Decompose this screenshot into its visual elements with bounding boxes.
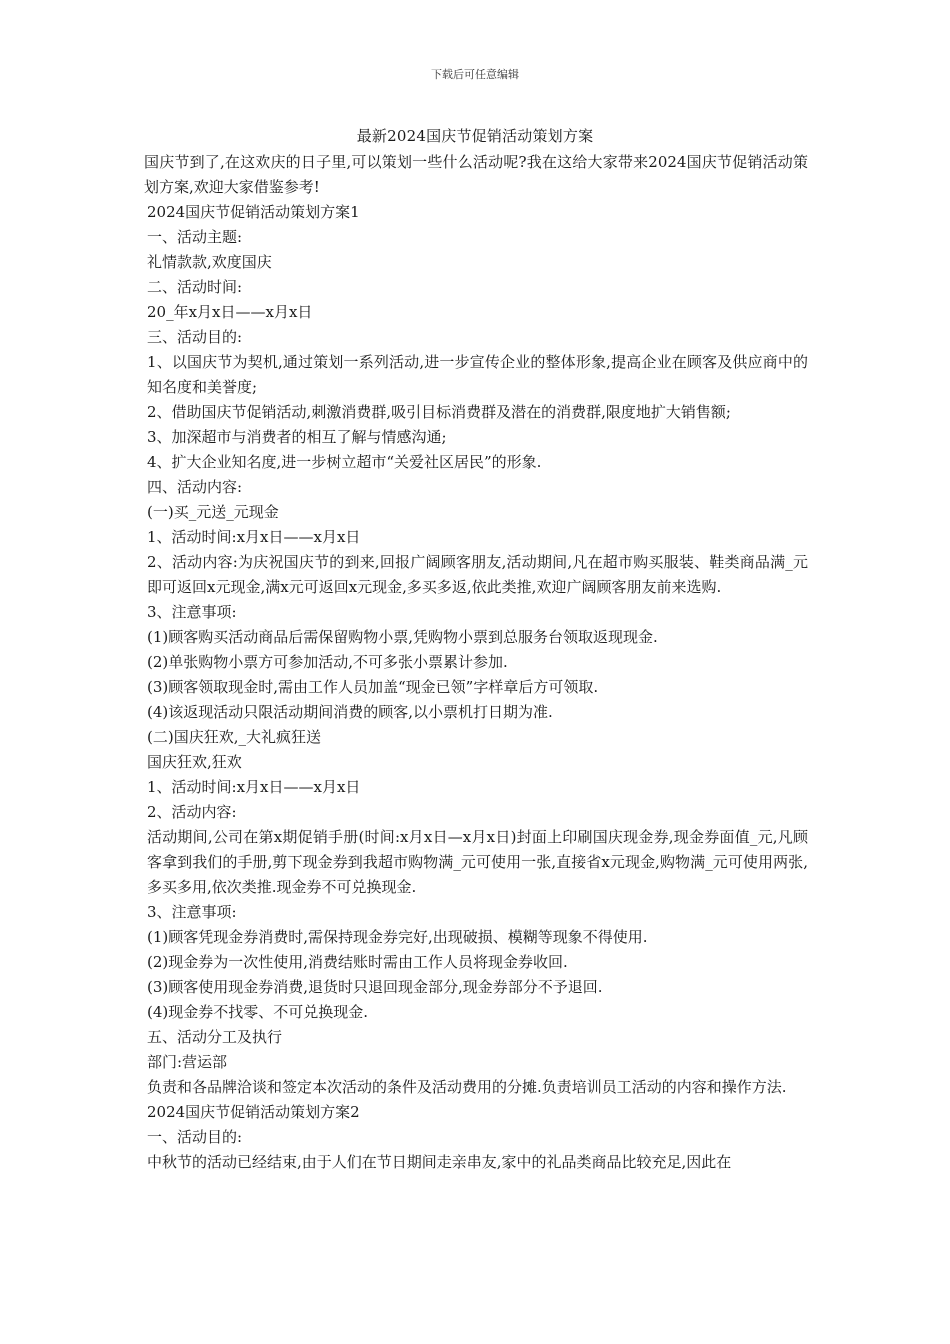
list-item: 3、注意事项:	[147, 603, 237, 621]
paragraph: 部门:营运部	[147, 1053, 228, 1071]
document-body	[144, 150, 808, 1175]
list-item: 1、以国庆节为契机,通过策划一系列活动,进一步宣传企业的整体形象,提高企业在顾客及供应商中的知名度和美誉度;	[147, 353, 808, 396]
list-item: (3)顾客使用现金券消费,退货时只退回现金部分,现金券部分不予退回.	[147, 978, 603, 996]
section-heading: 三、活动目的:	[147, 328, 243, 346]
paragraph: 国庆狂欢,狂欢	[147, 753, 242, 771]
list-item: 4、扩大企业知名度,进一步树立超市“关爱社区居民”的形象.	[147, 453, 542, 471]
list-item: 2、借助国庆节促销活动,刺激消费群,吸引目标消费群及潜在的消费群,限度地扩大销售额;	[147, 403, 731, 421]
section-heading: 一、活动目的:	[147, 1128, 243, 1146]
list-item: 3、加深超市与消费者的相互了解与情感沟通;	[147, 428, 447, 446]
list-item: (3)顾客领取现金时,需由工作人员加盖“现金已领”字样章后方可领取.	[147, 678, 599, 696]
list-item: (2)单张购物小票方可参加活动,不可多张小票累计参加.	[147, 653, 508, 671]
paragraph: 礼情款款,欢度国庆	[147, 253, 272, 271]
section-heading: 二、活动时间:	[147, 278, 243, 296]
section-heading: 2024国庆节促销活动策划方案1	[147, 203, 360, 221]
subsection-heading: (一)买_元送_元现金	[147, 503, 279, 521]
header-note: 下载后可任意编辑	[431, 68, 519, 81]
list-item: (4)现金券不找零、不可兑换现金.	[147, 1003, 369, 1021]
paragraph: 负责和各品牌洽谈和签定本次活动的条件及活动费用的分摊.负责培训员工活动的内容和操作方法.	[147, 1078, 787, 1096]
paragraph: 国庆节到了,在这欢庆的日子里,可以策划一些什么活动呢?我在这给大家带来2024国庆节促销活动策划方案,欢迎大家借鉴参考!	[144, 153, 808, 196]
section-heading: 四、活动内容:	[147, 478, 243, 496]
subsection-heading: (二)国庆狂欢,_大礼疯狂送	[147, 728, 321, 746]
list-item: (2)现金券为一次性使用,消费结账时需由工作人员将现金券收回.	[147, 953, 568, 971]
list-item: 2、活动内容:为庆祝国庆节的到来,回报广阔顾客朋友,活动期间,凡在超市购买服装、鞋类商品满_元即可返回x元现金,满x元可返回x元现金,多买多返,依此类推,欢迎广阔顾客朋友前来选购.	[147, 553, 808, 596]
list-item: 1、活动时间:x月x日——x月x日	[147, 528, 361, 546]
section-heading: 一、活动主题:	[147, 228, 243, 246]
list-item: (1)顾客凭现金券消费时,需保持现金券完好,出现破损、模糊等现象不得使用.	[147, 928, 648, 946]
paragraph: 中秋节的活动已经结束,由于人们在节日期间走亲串友,家中的礼品类商品比较充足,因此在	[147, 1153, 732, 1171]
list-item: (4)该返现活动只限活动期间消费的顾客,以小票机打日期为准.	[147, 703, 553, 721]
paragraph: 活动期间,公司在第x期促销手册(时间:x月x日—x月x日)封面上印刷国庆现金券,现金券面值_元,凡顾客拿到我们的手册,剪下现金券到我超市购物满_元可使用一张,直接省x元现金,购物满_元可使用两张,多买多用,依次类推.现金券不可兑换现金.	[147, 828, 808, 896]
list-item: 2、活动内容:	[147, 803, 237, 821]
list-item: 1、活动时间:x月x日——x月x日	[147, 778, 361, 796]
document-title: 最新2024国庆节促销活动策划方案	[356, 127, 594, 145]
list-item: 3、注意事项:	[147, 903, 237, 921]
paragraph: 20_年x月x日——x月x日	[147, 303, 313, 321]
section-heading: 五、活动分工及执行	[147, 1028, 283, 1046]
list-item: (1)顾客购买活动商品后需保留购物小票,凭购物小票到总服务台领取返现现金.	[147, 628, 658, 646]
section-heading: 2024国庆节促销活动策划方案2	[147, 1103, 360, 1121]
